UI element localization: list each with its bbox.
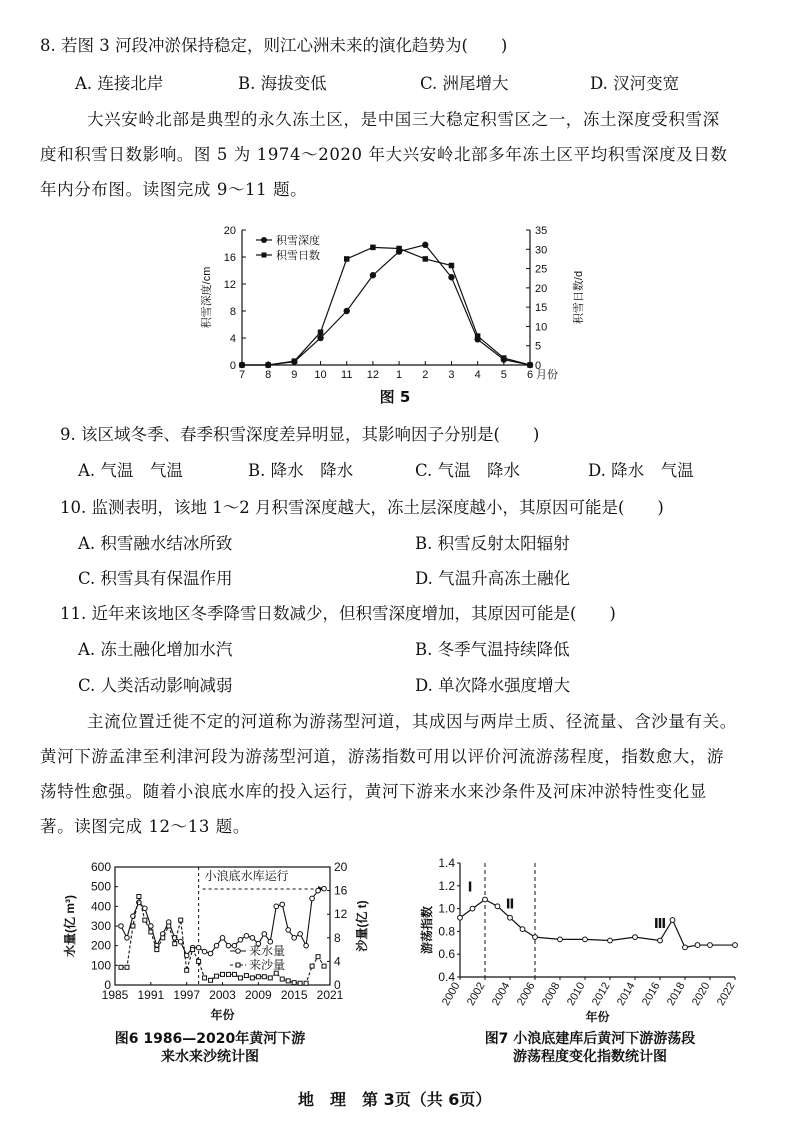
fig5-x-tick-label: 12	[366, 369, 380, 381]
fig6-point-sediment	[232, 972, 236, 976]
fig6-point-sediment	[149, 930, 153, 934]
fig7-point	[508, 915, 513, 920]
fig6-point-sediment	[298, 981, 302, 985]
fig6-x-tick-label: 2015	[280, 988, 308, 1002]
fig5-point-depth	[422, 242, 428, 248]
fig7-point	[558, 937, 563, 942]
fig6-plot-frame	[115, 867, 330, 985]
fig5-left-tick-label: 12	[223, 279, 236, 291]
fig5-point-days	[292, 358, 298, 364]
figure-6-chart	[60, 855, 380, 1030]
fig6-right-tick-label: 8	[334, 930, 341, 945]
q10-option-d[interactable]: D. 气温升高冻土融化	[415, 569, 571, 588]
fig7-y-tick-label: 1.0	[438, 901, 455, 916]
fig7-x-tick-label: 2010	[564, 980, 588, 1008]
fig6-point-sediment	[119, 965, 123, 969]
fig7-stage-label: Ⅱ	[505, 896, 515, 912]
fig5-left-tick-label: 8	[229, 306, 236, 318]
fig5-point-days	[475, 333, 481, 339]
fig6-point-water	[262, 932, 267, 937]
fig5-x-tick-label: 4	[474, 369, 481, 381]
fig5-y-right-axis-label: 积雪日数/d	[573, 270, 585, 325]
fig6-point-water	[316, 888, 321, 893]
fig7-point	[583, 937, 588, 942]
fig7-stage-label: Ⅰ	[467, 879, 473, 895]
figure-5-caption: 图 5	[379, 388, 411, 406]
fig6-point-water	[178, 939, 183, 944]
fig5-left-tick-label: 20	[223, 225, 236, 237]
fig5-series-line-1	[242, 247, 530, 365]
fig7-point	[458, 915, 463, 920]
fig7-x-tick-label: 2012	[589, 980, 613, 1008]
fig5-x-tick-label: 5	[500, 369, 507, 381]
fig7-x-tick-label: 2004	[489, 980, 513, 1008]
fig6-left-tick-label: 100	[90, 958, 111, 973]
fig7-point	[483, 897, 488, 902]
fig5-right-tick-label: 25	[535, 263, 548, 276]
intro-paragraph-2-line-2: 黄河下游孟津至利津河段为游荡型河道，游荡指数可用以评价河流游荡程度，指数愈大，游	[40, 747, 724, 766]
fig5-x-tick-label: 6	[526, 369, 534, 381]
fig7-y-axis-label: 游荡指数	[420, 905, 434, 955]
fig7-point	[533, 935, 538, 940]
fig6-legend-water-label: 来水量	[249, 944, 286, 958]
fig6-right-tick-label: 12	[334, 907, 348, 922]
fig6-point-sediment	[322, 964, 326, 968]
fig7-y-tick-label: 0.6	[438, 947, 455, 962]
fig5-point-depth	[448, 274, 454, 280]
q8-option-d[interactable]: D. 汊河变宽	[590, 74, 680, 93]
question-11-stem: 11. 近年来该地区冬季降雪日数减少，但积雪深度增加，其原因可能是( )	[60, 604, 616, 623]
fig6-point-sediment	[203, 976, 207, 980]
fig6-point-water	[125, 936, 130, 941]
fig6-x-tick-label: 1997	[173, 988, 201, 1002]
fig6-point-sediment	[137, 895, 141, 899]
intro-paragraph-2-line-4: 著。读图完成 12～13 题。	[40, 817, 250, 836]
q8-option-b[interactable]: B. 海拔变低	[238, 74, 327, 93]
fig6-x-tick-label: 2021	[316, 988, 344, 1002]
fig5-left-tick-label: 4	[229, 333, 236, 345]
fig5-x-tick-label: 7	[238, 369, 246, 381]
question-10-stem: 10. 监测表明，该地 1～2 月积雪深度越大，冻土层深度越小，其原因可能是( )	[60, 498, 664, 517]
fig6-point-water	[238, 937, 243, 942]
question-9-stem: 9. 该区域冬季、春季积雪深度差异明显，其影响因子分别是( )	[60, 425, 540, 444]
fig6-point-sediment	[167, 924, 171, 928]
q8-option-c[interactable]: C. 洲尾增大	[420, 74, 509, 93]
q11-option-b[interactable]: B. 冬季气温持续降低	[415, 640, 570, 659]
figure-6-caption-line-1: 图6 1986—2020年黄河下游	[114, 1031, 306, 1047]
fig6-point-sediment	[125, 965, 129, 969]
fig6-point-sediment	[268, 976, 272, 980]
q10-option-b[interactable]: B. 积雪反射太阳辐射	[415, 534, 570, 553]
fig6-point-water	[196, 945, 201, 950]
fig6-x-tick-label: 2009	[244, 988, 272, 1002]
fig7-x-tick-label: 2002	[464, 980, 488, 1008]
fig6-right-tick-label: 16	[334, 883, 348, 898]
fig6-right-tick-label: 20	[334, 860, 348, 874]
fig5-legend-days-marker	[262, 253, 267, 258]
fig6-right-tick-label: 4	[334, 954, 341, 969]
fig6-point-water	[322, 886, 327, 891]
fig6-right-tick-label: 0	[334, 978, 341, 992]
q11-option-c[interactable]: C. 人类活动影响减弱	[78, 676, 233, 695]
fig7-stage-label: Ⅲ	[653, 915, 667, 931]
fig7-x-tick-label: 2014	[614, 980, 638, 1008]
fig5-point-depth	[317, 335, 323, 341]
fig5-x-tick-label: 8	[265, 369, 272, 381]
fig7-y-tick-label: 1.4	[438, 856, 455, 870]
fig5-right-tick-label: 20	[535, 282, 548, 295]
fig7-x-tick-label: 2006	[514, 980, 538, 1008]
fig7-x-tick-label: 2000	[439, 980, 463, 1008]
fig7-point	[695, 943, 700, 948]
fig7-point	[683, 945, 688, 950]
fig6-x-tick-label: 1991	[137, 988, 165, 1002]
q9-option-c[interactable]: C. 气温 降水	[415, 461, 521, 480]
fig6-point-sediment	[191, 948, 195, 952]
fig6-point-sediment	[221, 972, 225, 976]
figure-7-caption-line-2: 游荡程度变化指数统计图	[513, 1049, 667, 1065]
fig7-y-tick-label: 1.2	[438, 878, 455, 893]
fig7-point	[733, 943, 738, 948]
fig6-left-tick-label: 200	[90, 938, 111, 953]
intro-paragraph-2-line-1: 主流位置迁徙不定的河道称为游荡型河道，其成因与两岸土质、径流量、含沙量有关。	[87, 712, 737, 731]
fig5-legend-depth-label: 积雪深度	[276, 235, 320, 247]
fig7-point	[470, 906, 475, 911]
fig7-x-tick-label: 2008	[539, 980, 563, 1008]
fig5-x-tick-label: 3	[448, 369, 455, 381]
fig6-point-water	[244, 934, 249, 939]
fig6-point-sediment	[197, 959, 201, 963]
fig7-x-axis-label: 年份	[585, 1010, 610, 1024]
fig5-point-days	[501, 355, 507, 361]
fig6-x-tick-label: 1985	[101, 988, 129, 1002]
fig7-x-tick-label: 2020	[689, 980, 713, 1008]
fig7-y-tick-label: 0.8	[438, 924, 455, 939]
fig6-point-water	[208, 951, 213, 956]
fig6-point-sediment	[226, 972, 230, 976]
fig5-right-tick-label: 35	[535, 225, 548, 237]
fig6-point-sediment	[310, 964, 314, 968]
fig6-point-sediment	[316, 955, 320, 959]
question-8-stem: 8. 若图 3 河段冲淤保持稳定，则江心洲未来的演化趋势为( )	[40, 36, 508, 55]
fig7-y-tick-label: 0.4	[438, 970, 455, 984]
fig5-right-tick-label: 5	[535, 340, 542, 353]
q11-option-d[interactable]: D. 单次降水强度增大	[415, 676, 571, 695]
fig5-right-tick-label: 15	[535, 302, 548, 315]
fig5-right-tick-label: 30	[535, 244, 548, 257]
fig7-point	[670, 918, 675, 923]
fig6-series-line-0	[121, 889, 324, 956]
fig6-point-water	[119, 924, 124, 929]
fig5-point-days	[318, 329, 324, 335]
fig7-point	[658, 938, 663, 943]
intro-paragraph-1-line-1: 大兴安岭北部是典型的永久冻土区，是中国三大稳定积雪区之一，冻土深度受积雪深	[87, 110, 720, 129]
fig6-point-sediment	[292, 981, 296, 985]
intro-paragraph-2-line-3: 荡特性愈强。随着小浪底水库的投入运行，黄河下游来水来沙条件及河床冲淤特性变化显	[40, 782, 707, 801]
page-footer: 地 理 第 3页（共 6页）	[298, 1090, 492, 1109]
fig7-point	[608, 938, 613, 943]
fig5-x-unit-label: 月份	[536, 369, 558, 381]
fig6-point-sediment	[185, 968, 189, 972]
fig5-point-days	[423, 256, 429, 262]
intro-paragraph-1-line-3: 年内分布图。读图完成 9～11 题。	[40, 180, 308, 199]
fig5-point-days	[527, 362, 533, 368]
fig6-legend-water-marker	[236, 949, 241, 954]
fig5-point-depth	[370, 272, 376, 278]
fig6-point-water	[292, 936, 297, 941]
fig6-x-tick-label: 2003	[209, 988, 236, 1002]
fig6-point-sediment	[304, 981, 308, 985]
fig6-y-axis-label: 水量(亿 m³)	[63, 895, 77, 957]
q8-option-a[interactable]: A. 连接北岸	[75, 74, 164, 93]
fig5-point-days	[370, 245, 376, 251]
fig7-point	[495, 904, 500, 909]
fig5-x-tick-label: 9	[291, 369, 298, 381]
fig6-point-water	[143, 906, 148, 911]
fig6-point-sediment	[238, 976, 242, 980]
fig6-point-sediment	[155, 948, 159, 952]
fig6-point-sediment	[250, 976, 254, 980]
figure-6-caption-line-2: 来水来沙统计图	[161, 1049, 259, 1065]
fig6-point-water	[214, 943, 219, 948]
fig5-point-days	[449, 263, 455, 269]
intro-paragraph-1-line-2: 度和积雪日数影响。图 5 为 1974～2020 年大兴安岭北部多年冻土区平均积雪深度及日数	[40, 145, 728, 164]
fig5-left-tick-label: 0	[229, 360, 236, 372]
fig6-point-water	[250, 936, 255, 941]
fig5-point-days	[344, 256, 350, 262]
fig6-point-sediment	[131, 924, 135, 928]
figure-7-caption-line-1: 图7 小浪底建库后黄河下游游荡段	[484, 1031, 696, 1047]
fig6-point-water	[304, 943, 309, 948]
fig5-point-depth	[344, 308, 350, 314]
fig5-x-tick-label: 10	[314, 369, 327, 381]
fig6-point-sediment	[161, 936, 165, 940]
fig6-point-sediment	[256, 975, 260, 979]
q11-option-a[interactable]: A. 冻土融化增加水汽	[78, 640, 233, 659]
fig7-x-tick-label: 2016	[639, 980, 663, 1008]
fig6-y-right-axis-label: 沙量(亿 t)	[355, 900, 369, 952]
fig7-series-line	[460, 896, 735, 947]
fig5-legend-depth-marker	[261, 237, 267, 243]
fig6-point-water	[280, 902, 285, 907]
fig7-point	[708, 943, 713, 948]
fig5-x-tick-label: 1	[396, 369, 403, 381]
fig6-point-water	[232, 943, 237, 948]
fig6-annotation-label: 小浪底水库运行	[204, 869, 289, 883]
q9-option-b[interactable]: B. 降水 降水	[248, 461, 354, 480]
fig6-left-tick-label: 0	[104, 978, 111, 992]
fig6-point-sediment	[173, 942, 177, 946]
fig6-left-tick-label: 400	[90, 899, 111, 914]
fig5-x-tick-label: 11	[341, 369, 353, 381]
fig6-legend-sediment-marker	[236, 963, 240, 967]
fig5-point-days	[239, 362, 245, 368]
fig6-left-tick-label: 300	[90, 919, 111, 933]
fig6-point-sediment	[143, 918, 147, 922]
fig6-point-sediment	[244, 974, 248, 978]
figure-5-chart	[190, 220, 610, 385]
fig6-legend-sediment-label: 来沙量	[249, 958, 286, 972]
q10-option-c[interactable]: C. 积雪具有保温作用	[78, 569, 233, 588]
fig5-point-days	[396, 246, 402, 252]
q9-option-d[interactable]: D. 降水 气温	[588, 461, 694, 480]
fig7-point	[633, 935, 638, 940]
fig6-point-sediment	[262, 975, 266, 979]
q10-option-a[interactable]: A. 积雪融水结冰所致	[78, 534, 233, 553]
fig6-left-tick-label: 500	[90, 879, 111, 894]
fig6-point-water	[226, 943, 231, 948]
fig6-point-water	[202, 949, 207, 954]
fig6-point-water	[286, 928, 291, 933]
fig6-point-sediment	[179, 918, 183, 922]
fig5-left-tick-label: 16	[223, 252, 236, 264]
fig6-point-sediment	[286, 979, 290, 983]
fig7-point	[520, 927, 525, 932]
fig5-y-axis-label: 积雪深度/cm	[201, 266, 213, 329]
fig6-point-sediment	[215, 974, 219, 978]
fig7-x-tick-label: 2022	[714, 980, 738, 1008]
fig6-point-sediment	[209, 978, 213, 982]
fig6-left-tick-label: 600	[90, 860, 111, 874]
fig5-legend-days-label: 积雪日数	[276, 250, 320, 262]
fig5-x-tick-label: 2	[422, 369, 429, 381]
fig6-point-water	[220, 936, 225, 941]
fig5-point-days	[265, 362, 271, 368]
fig6-point-sediment	[280, 977, 284, 981]
fig5-right-tick-label: 0	[535, 360, 542, 372]
fig6-x-axis-label: 年份	[210, 1008, 235, 1022]
figure-7-chart	[415, 855, 755, 1030]
fig6-point-water	[310, 896, 315, 901]
fig5-right-tick-label: 10	[535, 321, 548, 334]
fig6-point-water	[298, 932, 303, 937]
q9-option-a[interactable]: A. 气温 气温	[78, 461, 183, 480]
fig5-series-line-0	[242, 245, 530, 365]
fig7-x-tick-label: 2018	[664, 980, 688, 1008]
fig6-point-water	[274, 904, 279, 909]
